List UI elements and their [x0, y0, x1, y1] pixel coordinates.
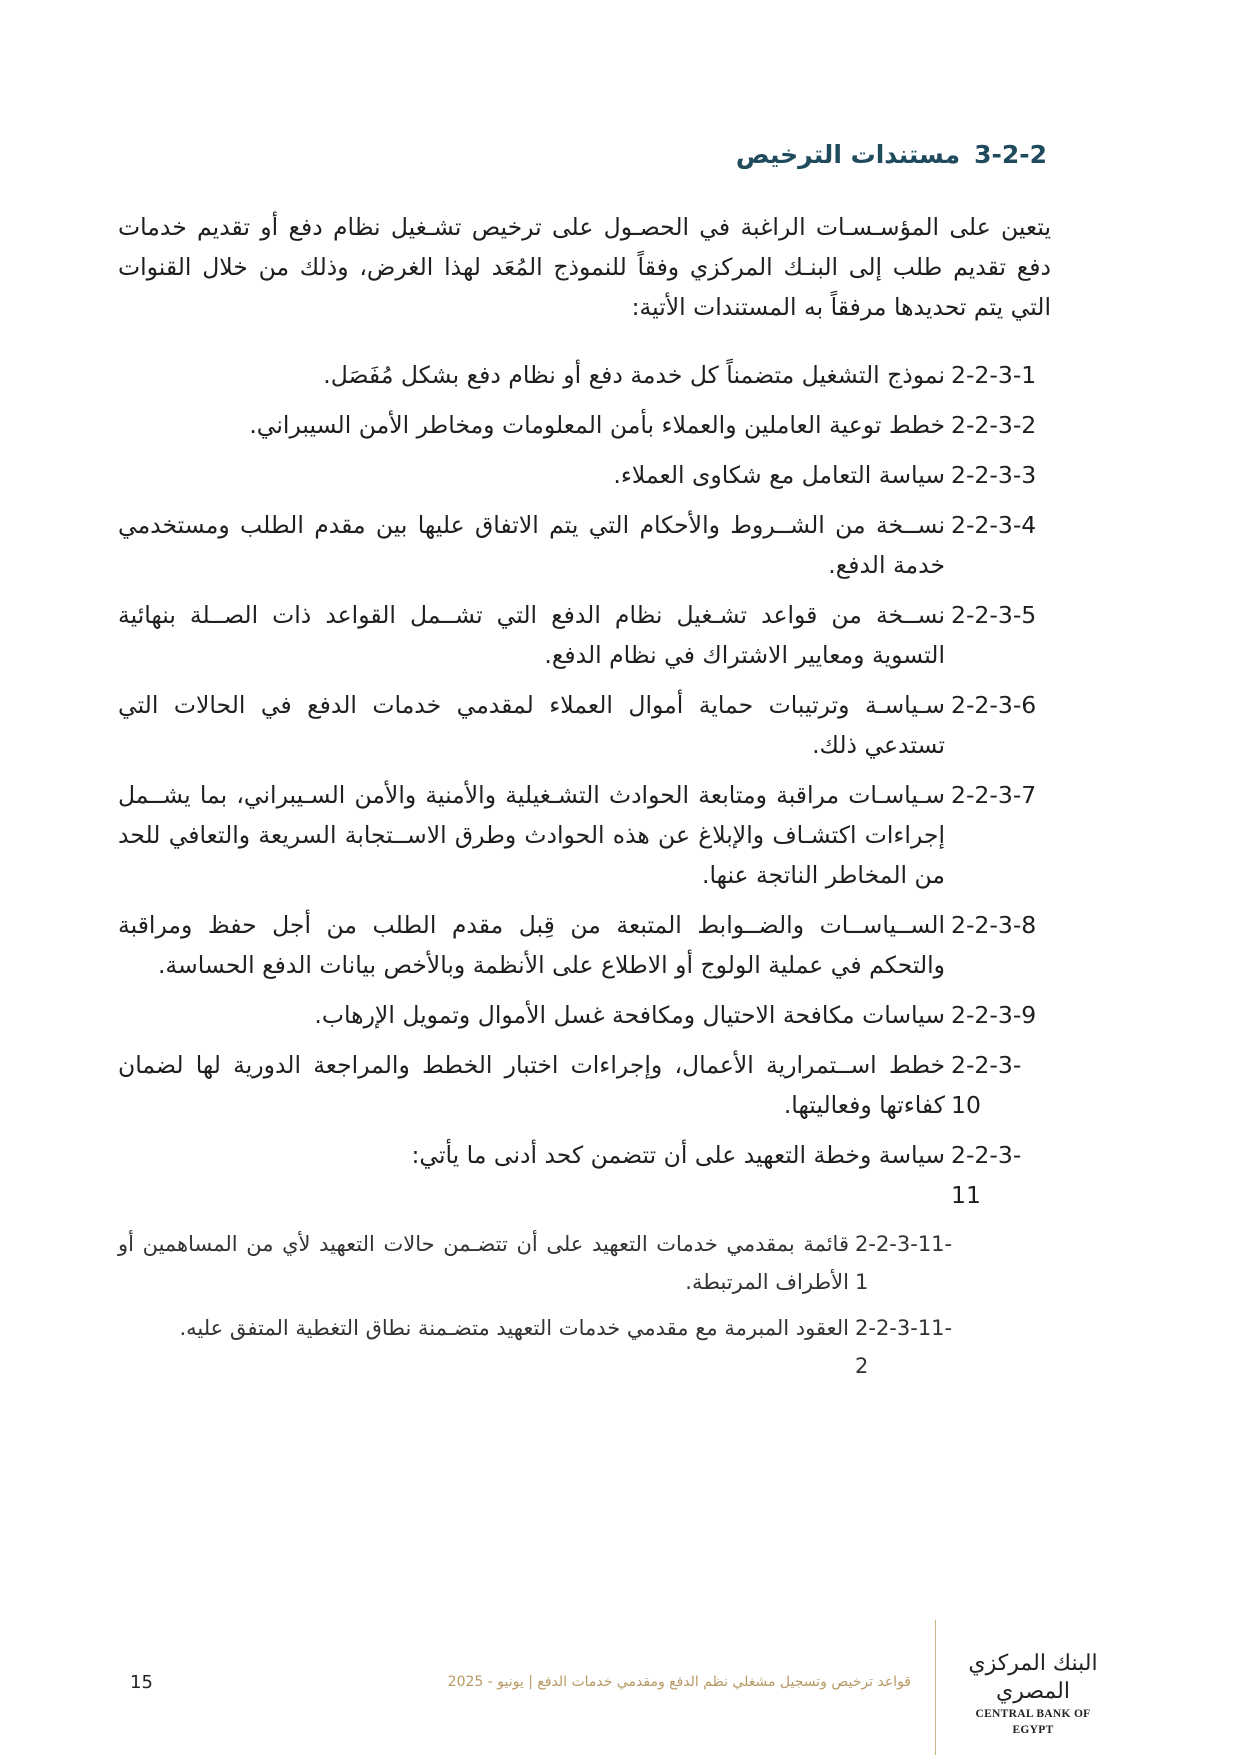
- page-footer: [0, 1620, 1241, 1755]
- subitem-number: 2-2-3-11-1: [855, 1232, 953, 1294]
- item-number: 2-2-3-3: [951, 461, 1037, 489]
- logo-english-text: CENTRAL BANK OF EGYPT: [975, 1708, 1091, 1736]
- item-text: سياسات مكافحة الاحتيال ومكافحة غسل الأموال وتمويل الإرهاب.: [314, 1001, 945, 1029]
- item-text: سياسة وخطة التعهيد على أن تتضمن كحد أدنى ما يأتي:: [411, 1141, 945, 1169]
- subitem-text: قائمة بمقدمي خدمات التعهيد على أن تتضـمن حالات التعهيد لأي من المساهمين أو الأطراف المرتبطة.: [118, 1232, 849, 1294]
- item-text: نســخة من قواعد تشـغيل نظام الدفع التي تشــمل القواعد ذات الصــلة بنهائية التسوية ومعايير الاشتراك في نظام الدفع.: [118, 601, 945, 669]
- list-item: [118, 1045, 1051, 1125]
- item-text: سـياسـة وترتيبات حماية أموال العملاء لمقدمي خدمات الدفع في الحالات التي تستدعي ذلك.: [118, 691, 945, 759]
- item-text: سياسة التعامل مع شكاوى العملاء.: [613, 461, 945, 489]
- page-content: [118, 140, 1051, 1393]
- item-text: سـياسـات مراقبة ومتابعة الحوادث التشـغيلية والأمنية والأمن السـيبراني، بما يشــمل إجراءات اكتشـاف والإبلاغ عن هذه الحوادث وطرق الاســتجابة السريعة والتعافي للحد من المخاطر الناتجة عنها.: [118, 781, 945, 889]
- list-item: [118, 405, 1051, 445]
- documents-list: [118, 355, 1051, 1385]
- section-title: مستندات الترخيص: [735, 140, 961, 169]
- item-number: 2-2-3-5: [951, 601, 1037, 629]
- footer-divider: [935, 1620, 936, 1755]
- sub-list-item: [118, 1225, 1051, 1301]
- list-item: [118, 1135, 1051, 1215]
- list-item: [118, 995, 1051, 1035]
- list-item: [118, 595, 1051, 675]
- section-number: 3-2-2: [974, 140, 1047, 169]
- subitem-number: 2-2-3-11-2: [855, 1316, 953, 1378]
- item-text: نســخة من الشــروط والأحكام التي يتم الاتفاق عليها بين مقدم الطلب ومستخدمي خدمة الدفع.: [118, 511, 945, 579]
- section-heading: [118, 140, 1051, 169]
- list-item: [118, 905, 1051, 985]
- item-number: 2-2-3-6: [951, 691, 1037, 719]
- item-number: 2-2-3-11: [951, 1141, 1022, 1209]
- sub-list-item: [118, 1309, 1051, 1385]
- item-text: نموذج التشغيل متضمناً كل خدمة دفع أو نظام دفع بشكل مُفَصَل.: [323, 361, 945, 389]
- item-text: خطط اســتمرارية الأعمال، وإجراءات اختبار الخطط والمراجعة الدورية لها لضمان كفاءتها وفعاليتها.: [118, 1051, 945, 1119]
- logo-arabic-text: البنك المركزي المصري: [968, 1651, 1098, 1704]
- footer-document-title: قواعد ترخيص وتسجيل مشغلي نظم الدفع ومقدمي خدمات الدفع | يونيو - 2025: [447, 1674, 911, 1690]
- item-number: 2-2-3-2: [951, 411, 1037, 439]
- item-number: 2-2-3-8: [951, 911, 1037, 939]
- list-item: [118, 355, 1051, 395]
- list-item: [118, 775, 1051, 895]
- item-number: 2-2-3-1: [951, 361, 1037, 389]
- intro-paragraph: يتعين على المؤسـسـات الراغبة في الحصـول على ترخيص تشـغيل نظام دفع أو تقديم خدمات دفع تقديم طلب إلى البنـك المركزي وفقاً للنموذج المُعَد لهذا الغرض، وذلك من خلال القنوات التي يتم تحديدها مرفقاً به المستندات الأتية:: [118, 213, 1051, 321]
- item-text: الســياســات والضــوابط المتبعة من قِبل مقدم الطلب من أجل حفظ ومراقبة والتحكم في عملية الولوج أو الاطلاع على الأنظمة وبالأخص بيانات الدفع الحساسة.: [118, 911, 945, 979]
- item-text: خطط توعية العاملين والعملاء بأمن المعلومات ومخاطر الأمن السيبراني.: [249, 411, 945, 439]
- subitem-text: العقود المبرمة مع مقدمي خدمات التعهيد متضـمنة نطاق التغطية المتفق عليه.: [179, 1316, 849, 1340]
- item-number: 2-2-3-10: [951, 1051, 1022, 1119]
- page-number: 15: [130, 1672, 153, 1693]
- list-item: [118, 505, 1051, 585]
- list-item: [118, 685, 1051, 765]
- central-bank-logo: [958, 1650, 1108, 1736]
- item-number: 2-2-3-9: [951, 1001, 1037, 1029]
- item-number: 2-2-3-4: [951, 511, 1037, 539]
- list-item: [118, 455, 1051, 495]
- item-number: 2-2-3-7: [951, 781, 1037, 809]
